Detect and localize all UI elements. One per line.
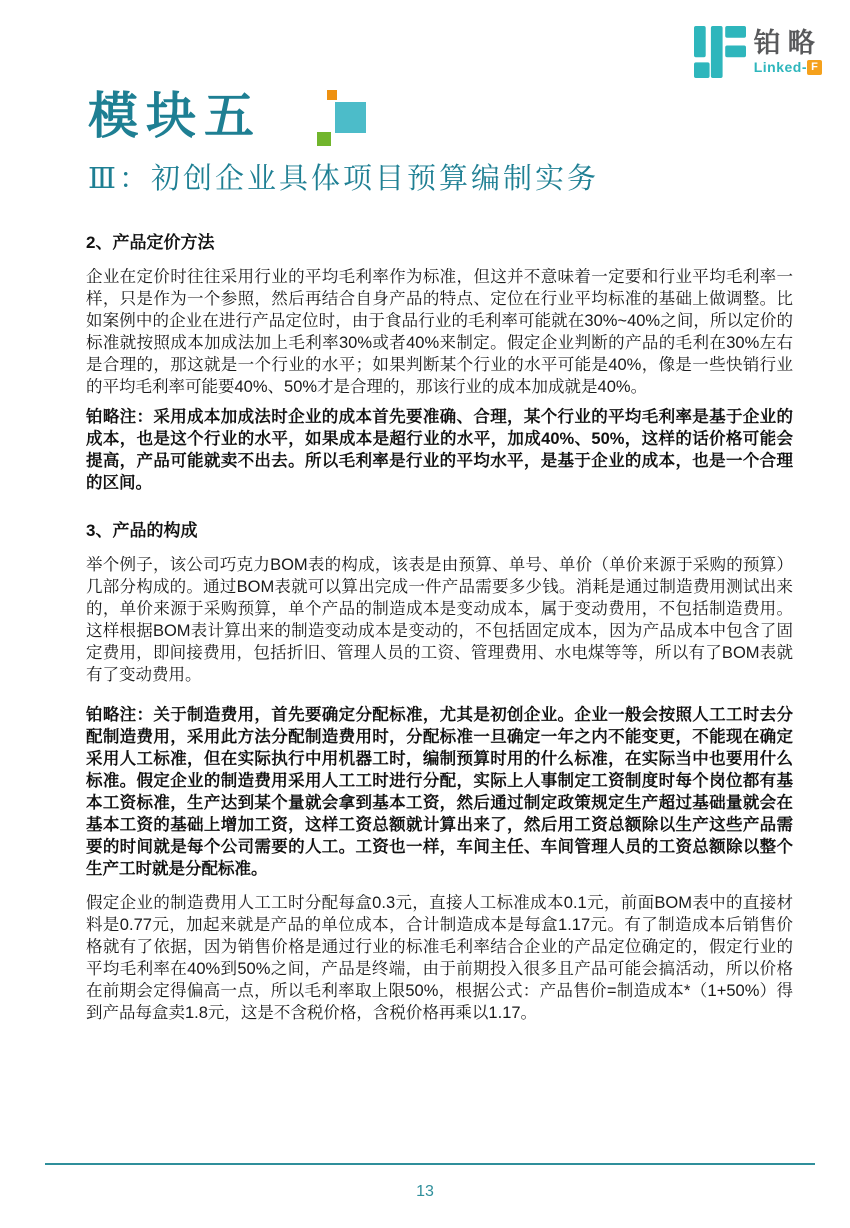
body-paragraph-pricing: 企业在定价时往往采用行业的平均毛利率作为标准，但这并不意味着一定要和行业平均毛利率一样，只是作为一个参照，然后再结合自身产品的特点、定位在行业平均标准的基础上做调整。比如案例中的企业在进行产品定位时，由于食品行业的毛利率可能就在30%~40%之间，所以定价的标准就按照成本加成法加上毛利率30%或者40%来制定。假定企业判断的产品的毛利在30%左右是合理的，那这就是一个行业的水平；如果判断某个行业的水平可能是40%，像是一些快销行业的平均毛利率可能要40%、50%才是合理的，那该行业的成本加成就是40%。 <box>86 268 793 396</box>
section-heading-product-composition: 3、产品的构成 <box>86 521 198 540</box>
brand-name-en-row <box>754 59 822 75</box>
body-paragraph-bom: 举个例子，该公司巧克力BOM表的构成，该表是由预算、单号、单价（单价来源于采购的预算）几部分构成的。通过BOM表就可以算出完成一件产品需要多少钱。消耗是通过制造费用测试出来的，单价来源于采购预算，单个产品的制造成本是变动成本，属于变动费用，不包括制造费用。这样根据BOM表计算出来的制造变动成本是变动的，不包括固定成本，因为产品成本中包含了固定费用，即间接费用，包括折旧、管理人员的工资、管理费用、水电煤等等，所以有了BOM表就有了变动费用。 <box>86 556 793 684</box>
brand-logo-text <box>754 29 822 76</box>
page-title: 模块五 <box>88 86 262 145</box>
page-number: 13 <box>416 1183 434 1200</box>
page-subtitle: Ⅲ：初创企业具体项目预算编制实务 <box>88 161 599 195</box>
decor-square-orange <box>327 90 337 100</box>
document-body <box>86 228 793 1024</box>
brand-name-cn: 铂略 <box>753 27 822 58</box>
body-paragraph-unit-cost: 假定企业的制造费用人工工时分配每盒0.3元，直接人工标准成本0.1元，前面BOM表中的直接材料是0.77元，加起来就是产品的单位成本，合计制造成本是每盒1.17元。有了制造成本后销售价格就有了依据，因为销售价格是通过行业的标准毛利率结合企业的产品定位确定的，假定行业的平均毛利率在40%到50%之间，产品是终端，由于前期投入很多且产品可能会搞活动，所以价格在前期会定得偏高一点，所以毛利率取上限50%，根据公式：产品售价=制造成本*（1+50%）得到产品每盒卖1.8元，这是不含税价格，含税价格再乘以1.17。 <box>86 894 793 1022</box>
note-paragraph-pricing: 铂略注：采用成本加成法时企业的成本首先要准确、合理，某个行业的平均毛利率是基于企业的成本，也是这个行业的水平，如果成本是超行业的水平，加成40%、50%，这样的话价格可能会提高，产品可能就卖不出去。所以毛利率是行业的平均水平，是基于企业的成本，也是一个合理的区间。 <box>86 408 793 492</box>
decor-square-teal <box>335 102 366 133</box>
footer-divider <box>45 1163 815 1165</box>
brand-logo <box>694 26 822 78</box>
note-paragraph-manufacturing-cost: 铂略注：关于制造费用，首先要确定分配标准，尤其是初创企业。企业一般会按照人工工时去分配制造费用，采用此方法分配制造费用时，分配标准一旦确定一年之内不能变更，不能现在确定采用人工标准，但在实际执行中用机器工时，编制预算时用的什么标准，在实际当中也要用什么标准。假定企业的制造费用采用人工工时进行分配，实际上人事制定工资制度时每个岗位都有基本工资标准，生产达到某个量就会拿到基本工资，然后通过制定政策规定生产超过基础量就会在基本工资的基础上增加工资，这样工资总额就计算出来了，然后用工资总额除以生产这些产品需要的时间就是每个公司需要的人工。工资也一样，车间主任、车间管理人员的工资总额除以整个生产工时就是分配标准。 <box>86 706 793 878</box>
linked-f-logo-icon <box>694 26 746 78</box>
decor-squares <box>315 86 373 150</box>
decor-square-green <box>317 132 331 146</box>
section-heading-pricing-method: 2、产品定价方法 <box>86 233 215 252</box>
brand-name-en: Linked- <box>753 59 807 76</box>
brand-badge-f: F <box>807 60 822 75</box>
